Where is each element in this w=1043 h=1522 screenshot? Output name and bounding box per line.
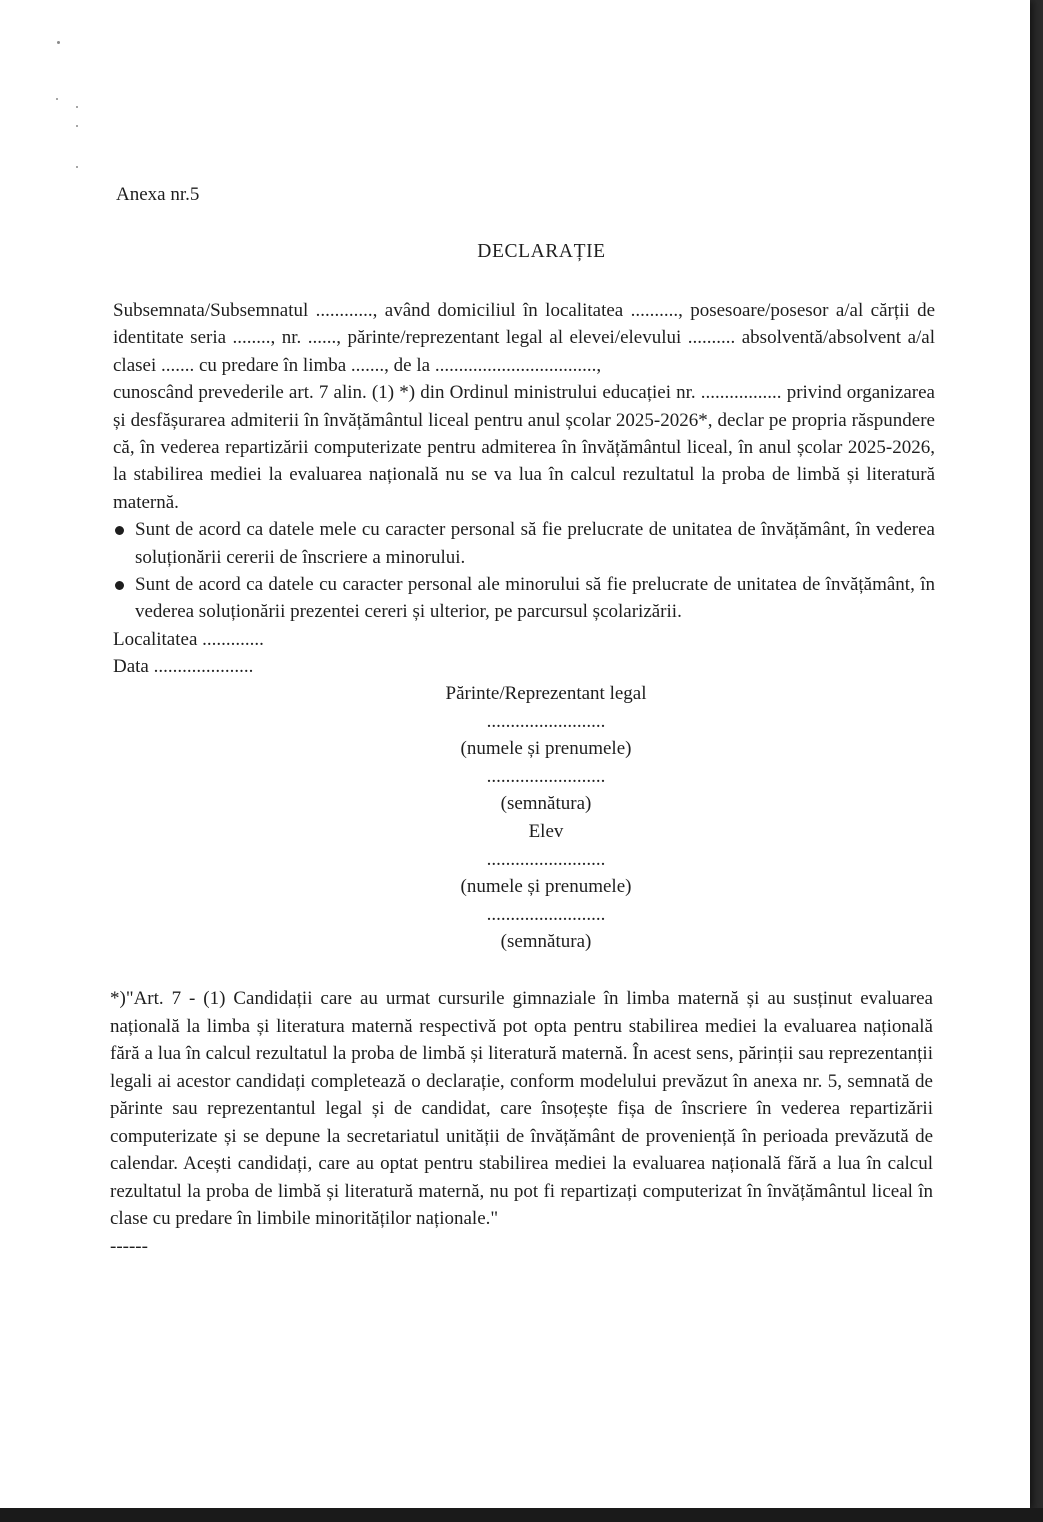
- parent-heading: Părinte/Reprezentant legal: [445, 683, 647, 704]
- parent-signature-label: (semnătura): [500, 793, 592, 815]
- bullet-icon: [115, 581, 124, 590]
- student-name-label: (numele și prenumele): [460, 876, 632, 898]
- student-name-line: .........................: [486, 848, 606, 870]
- scan-speck: [76, 125, 78, 127]
- scan-speck: [57, 41, 60, 44]
- consent-bullet: [113, 571, 935, 626]
- student-heading: Elev: [528, 820, 564, 842]
- student-signature-line: .........................: [486, 903, 606, 925]
- footnote-block: [110, 985, 933, 1260]
- bottom-edge: [0, 1508, 1043, 1522]
- signature-block: [346, 680, 746, 956]
- scan-speck: [76, 106, 78, 108]
- scan-speck: [56, 98, 58, 100]
- declarant-paragraph: Subsemnata/Subsemnatul ............, având domiciliul în localitatea .........., posesoare/posesor a/al cărții de identitate seria ........, nr. ......, părinte/reprezentant legal al elevei/elevului .......... absolventă/absolvent a/al clasei ....... cu predare în limba ......., de la ..................................,: [113, 300, 935, 376]
- consent-text: Sunt de acord ca datele cu caracter personal ale minorului să fie prelucrate de unitatea de învățământ, în vederea soluționării prezentei cereri și ulterior, pe parcursul școlarizării.: [135, 574, 935, 623]
- bullet-icon: [115, 526, 124, 535]
- date-line: Data .....................: [113, 656, 254, 678]
- consent-text: Sunt de acord ca datele mele cu caracter personal să fie prelucrate de unitatea de învățământ, în vederea soluționării cererii de înscriere a minorului.: [135, 519, 935, 568]
- document-title: DECLARAȚIE: [477, 241, 606, 262]
- parent-name-label: (numele și prenumele): [460, 738, 632, 760]
- consent-bullet: [113, 516, 935, 571]
- locality-line: Localitatea .............: [113, 628, 264, 650]
- student-signature-label: (semnătura): [500, 931, 592, 953]
- declaration-paragraph: cunoscând prevederile art. 7 alin. (1) *) din Ordinul ministrului educației nr. ................. privind organizarea și desfășurarea admiterii în învățământul liceal pentru anul școlar 2025-2026*, declar pe propria răspundere că, în vederea repartizării computerizate pentru admiterea în învățământul liceal, în anul școlar 2025-2026, la stabilirea mediei la evaluarea națională nu se va lua în calcul rezultatul la proba de limbă și literatură maternă.: [113, 382, 935, 513]
- footnote-text: *)"Art. 7 - (1) Candidații care au urmat cursurile gimnaziale în limba maternă și au susținut evaluarea națională la limba și literatura maternă respectivă pot opta pentru stabilirea mediei la evaluarea națională fără a lua în calcul rezultatul la proba de limbă și literatură maternă. În acest sens, părinții sau reprezentanții legali ai acestor candidați completează o declarație, conform modelului prevăzut în anexa nr. 5, semnată de părinte sau reprezentantul legal și de candidat, care însoțește fișa de înscriere în vederea repartizării computerizate și se depune la secretariatul unității de învățământ de proveniență în perioada prevăzută de calendar. Acești candidați, care au optat pentru stabilirea mediei la evaluarea națională fără a lua în calcul rezultatul la proba de limbă și literatură maternă, nu pot fi repartizați computerizat în învățământul liceal în clase cu predare în limbile minorităților naționale.": [110, 988, 933, 1229]
- scan-speck: [76, 166, 78, 168]
- parent-name-line: .........................: [486, 710, 606, 732]
- end-mark: ------: [110, 1235, 148, 1257]
- parent-signature-line: .........................: [486, 765, 606, 787]
- annex-label: Anexa nr.5: [116, 184, 200, 205]
- declaration-body: [113, 297, 935, 681]
